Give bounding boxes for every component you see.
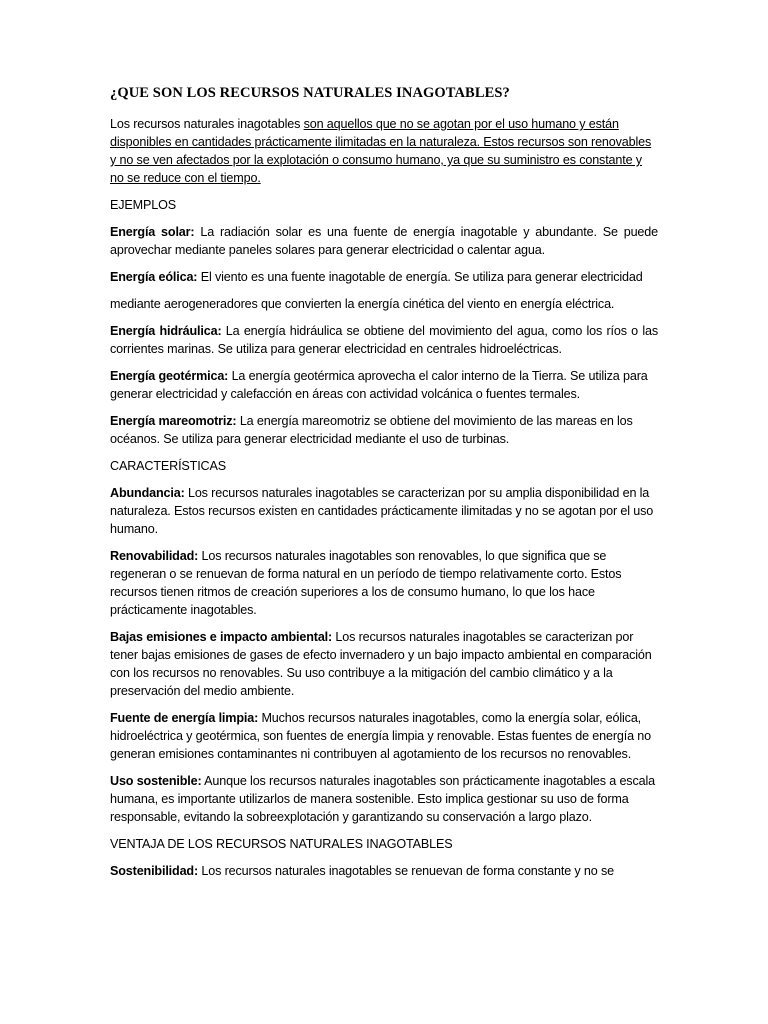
examples-heading: EJEMPLOS (110, 198, 176, 212)
characteristic-text: Aunque los recursos naturales inagotables son prácticamente inagotables a escala humana, es importante utilizarlos de manera sostenible. Esto implica gestionar su uso de forma responsable, evitando la sobreexplotación y garantizando su conservación a largo plazo. (110, 774, 655, 824)
example-solar (110, 223, 658, 259)
example-label: Energía geotérmica: (110, 369, 229, 383)
characteristic-text: Los recursos naturales inagotables son renovables, lo que significa que se regeneran o se renuevan de forma natural en un período de tiempo relativamente corto. Estos recursos tienen ritmos de creación superiores a los de consumo humano, lo que los hace prácticamente inagotables. (110, 549, 622, 617)
characteristic-energia-limpia (110, 709, 658, 763)
example-mareomotriz (110, 412, 658, 448)
example-label: Energía eólica: (110, 270, 198, 284)
example-text: La energía hidráulica se obtiene del movimiento del agua, como los ríos o las corrientes marinas. Se utiliza para generar electricidad en centrales hidroeléctricas. (110, 324, 658, 356)
characteristic-uso-sostenible (110, 772, 658, 826)
intro-paragraph (110, 115, 658, 187)
advantage-text: Los recursos naturales inagotables se renuevan de forma constante y no se (198, 864, 614, 878)
example-text: El viento es una fuente inagotable de energía. Se utiliza para generar electricidad (197, 270, 643, 284)
example-text: mediante aerogeneradores que convierten la energía cinética del viento en energía eléctrica. (110, 297, 615, 311)
characteristic-text: Muchos recursos naturales inagotables, como la energía solar, eólica, hidroeléctrica y geotérmica, son fuentes de energía limpia y renovable. Estas fuentes de energía no generan emisiones contaminantes ni contribuyen al agotamiento de los recursos no renovables. (110, 711, 652, 761)
characteristic-text: Los recursos naturales inagotables se caracterizan por tener bajas emisiones de gases de efecto invernadero y un bajo impacto ambiental en comparación con los recursos no renovables. Su uso contribuye a la mitigación del cambio climático y a la preservación del medio ambiente. (110, 630, 652, 698)
intro-plain: Los recursos naturales inagotables (110, 117, 304, 131)
intro-underlined: son aquellos que no se agotan por el uso humano y están disponibles en cantidades prácticamente ilimitadas en la naturaleza. Estos recursos son renovables y no se ven afectados por la explotación o consumo humano, ya que su suministro es constante y no se reduce con el tiempo. (110, 117, 652, 185)
advantage-sostenibilidad (110, 862, 658, 880)
characteristic-renovabilidad (110, 547, 658, 619)
example-eolica-continued (110, 295, 658, 313)
example-label: Energía hidráulica: (110, 324, 222, 338)
example-text: La radiación solar es una fuente de energía inagotable y abundante. Se puede aprovechar mediante paneles solares para generar electricidad o calentar agua. (110, 225, 658, 257)
example-eolica (110, 268, 658, 286)
characteristic-label: Abundancia: (110, 486, 185, 500)
characteristic-text: Los recursos naturales inagotables se caracterizan por su amplia disponibilidad en la naturaleza. Estos recursos existen en cantidades prácticamente ilimitadas y no se agotan por el uso humano. (110, 486, 654, 536)
characteristic-label: Bajas emisiones e impacto ambiental: (110, 630, 333, 644)
characteristic-abundancia (110, 484, 658, 538)
characteristic-label: Renovabilidad: (110, 549, 199, 563)
advantage-label: Sostenibilidad: (110, 864, 199, 878)
characteristic-emisiones (110, 628, 658, 700)
example-text: La energía mareomotriz se obtiene del movimiento de las mareas en los océanos. Se utiliza para generar electricidad mediante el uso de turbinas. (110, 414, 633, 446)
example-label: Energía solar: (110, 225, 195, 239)
characteristic-label: Fuente de energía limpia: (110, 711, 259, 725)
advantages-heading: VENTAJA DE LOS RECURSOS NATURALES INAGOTABLES (110, 837, 453, 851)
characteristics-heading: CARACTERÍSTICAS (110, 459, 227, 473)
example-label: Energía mareomotriz: (110, 414, 237, 428)
document-title: ¿QUE SON LOS RECURSOS NATURALES INAGOTABLES? (110, 85, 510, 101)
example-text: La energía geotérmica aprovecha el calor interno de la Tierra. Se utiliza para generar electricidad y calefacción en áreas con actividad volcánica o fuentes termales. (110, 369, 648, 401)
example-geotermica (110, 367, 658, 403)
example-hidraulica (110, 322, 658, 358)
characteristic-label: Uso sostenible: (110, 774, 202, 788)
